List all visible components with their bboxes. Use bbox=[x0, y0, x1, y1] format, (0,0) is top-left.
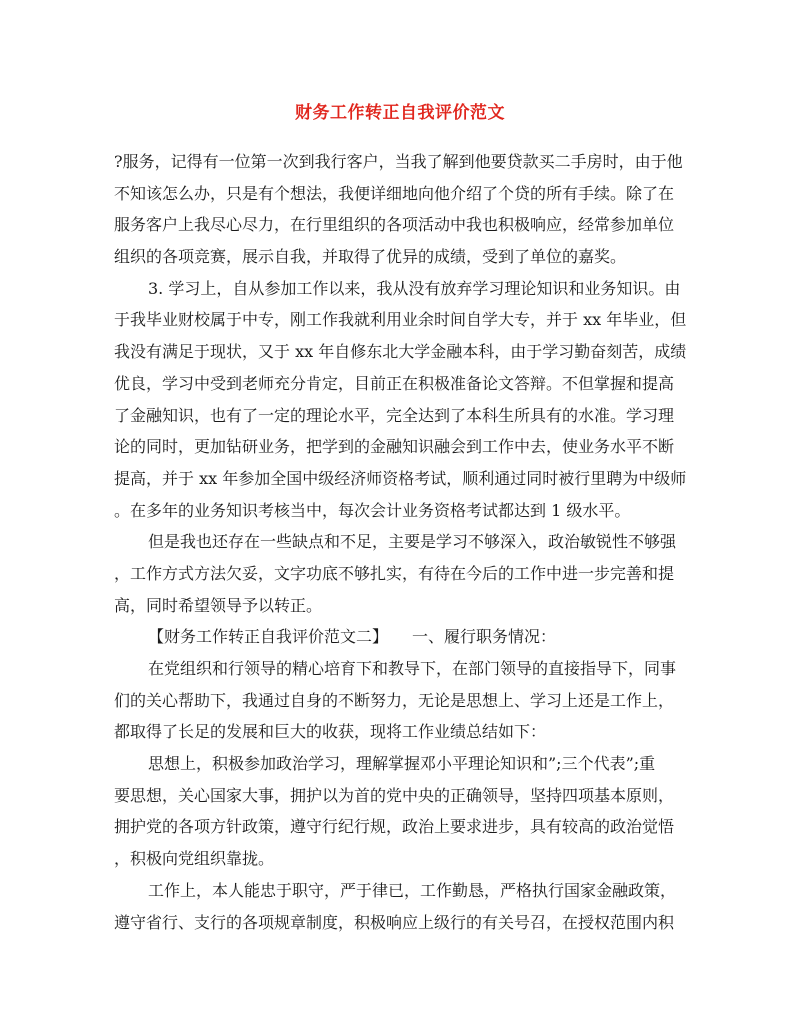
text-line: 我没有满足于现状，又于 xx 年自修东北大学金融本科，由于学习勤奋刻苦，成绩 bbox=[114, 342, 686, 362]
text-line: 论的同时，更加钻研业务，把学到的金融知识融会到工作中去，使业务水平不断 bbox=[114, 437, 675, 457]
text-line: 高，同时希望领导予以转正。 bbox=[114, 595, 323, 615]
text-line: 们的关心帮助下，我通过自身的不断努力，无论是思想上、学习上还是工作上， bbox=[114, 690, 675, 710]
text-line: ?服务，记得有一位第一次到我行客户，当我了解到他要贷款买二手房时，由于他 bbox=[114, 152, 683, 171]
text-line: 工作上，本人能忠于职守，严于律已，工作勤恳，严格执行国家金融政策， bbox=[148, 880, 677, 900]
text-line: 。在多年的业务知识考核当中，每次会计业务资格考试都达到 1 级水平。 bbox=[114, 500, 631, 520]
text-line: 优良，学习中受到老师充分肯定，目前正在积极准备论文答辩。不但掌握和提高 bbox=[114, 373, 675, 393]
text-line: ，工作方式方法欠妥，文字功底不够扎实，有待在今后的工作中进一步完善和提 bbox=[114, 563, 675, 583]
text-line: 都取得了长足的发展和巨大的收获，现将工作业绩总结如下： bbox=[114, 722, 547, 742]
text-line: 要思想，关心国家大事，拥护以为首的党中央的正确领导，坚持四项基本原则， bbox=[114, 785, 675, 805]
text-line: 但是我也还存在一些缺点和不足，主要是学习不够深入，政治敏锐性不够强 bbox=[148, 532, 677, 552]
text-line: 遵守省行、支行的各项规章制度，积极响应上级行的有关号召，在授权范围内积 bbox=[114, 912, 675, 932]
document-title: 财务工作转正自我评价范文 bbox=[295, 103, 505, 123]
text-line: 提高，并于 xx 年参加全国中级经济师资格考试，顺利通过同时被行里聘为中级师 bbox=[114, 468, 686, 488]
text-line: 于我毕业财校属于中专，刚工作我就利用业余时间自学大专，并于 xx 年毕业，但 bbox=[114, 310, 686, 330]
section-heading-line: 【财务工作转正自我评价范文二】 一、履行职务情况： bbox=[148, 627, 557, 647]
text-line: 思想上，积极参加政治学习，理解掌握邓小平理论知识和”;三个代表”;重 bbox=[148, 754, 656, 774]
text-line: 3. 学习上，自从参加工作以来，我从没有放弃学习理论知识和业务知识。由 bbox=[148, 278, 681, 298]
document-body bbox=[114, 146, 686, 938]
text-line: ，积极向党组织靠拢。 bbox=[114, 849, 275, 869]
text-line: 了金融知识，也有了一定的理论水平，完全达到了本科生所具有的水准。学习理 bbox=[114, 405, 675, 425]
text-line: 拥护党的各项方针政策，遵守行纪行规，政治上要求进步，具有较高的政治觉悟 bbox=[114, 817, 675, 837]
text-line: 不知该怎么办，只是有个想法，我便详细地向他介绍了个贷的所有手续。除了在 bbox=[114, 183, 675, 203]
text-line: 在党组织和行领导的精心培育下和教导下，在部门领导的直接指导下，同事 bbox=[148, 659, 677, 678]
text-line: 服务客户上我尽心尽力，在行里组织的各项活动中我也积极响应，经常参加单位 bbox=[114, 215, 675, 235]
text-line: 组织的各项竞赛，展示自我，并取得了优异的成绩，受到了单位的嘉奖。 bbox=[114, 247, 627, 267]
